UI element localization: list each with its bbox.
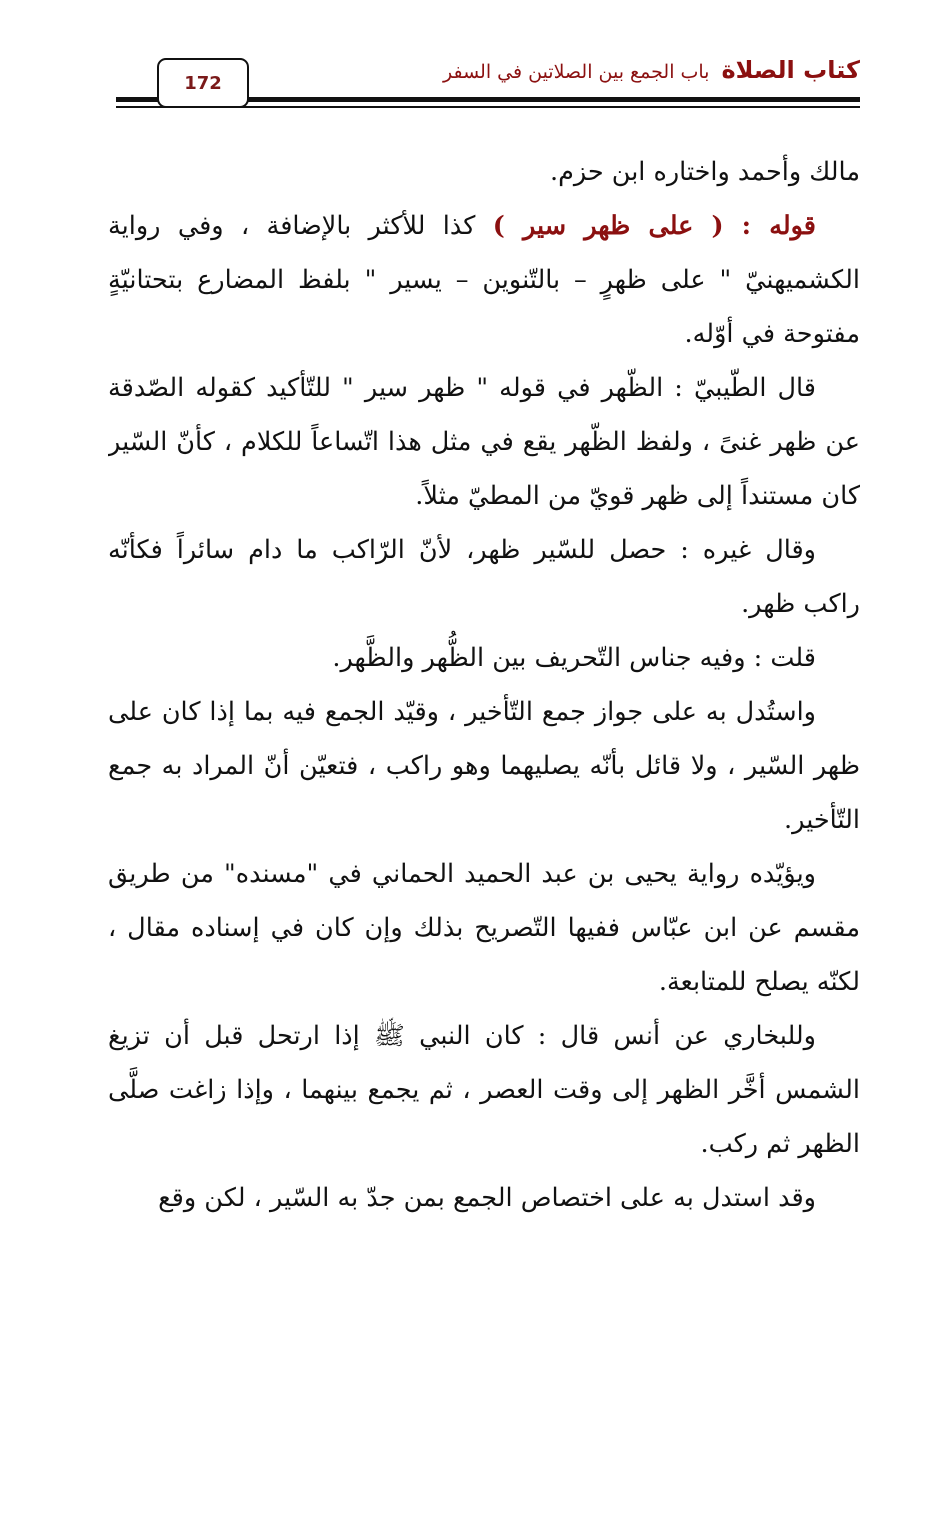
quoted-lemma: قوله : ( على ظهر سير ) <box>492 211 817 241</box>
paragraph <box>108 1009 860 1171</box>
paragraph-text: وقال غيره : حصل للسّير ظهر، لأنّ الرّاكب ما دام سائراً فكأنّه راكب ظهر. <box>108 535 860 619</box>
paragraph <box>108 685 860 847</box>
paragraph <box>108 523 860 631</box>
paragraph-text: كذا للأكثر بالإضافة ، وفي رواية الكشميهنيّ " على ظهرٍ – بالتّنوين – يسير " بلفظ المضارع بتحتانيّةٍ مفتوحة في أوّله. <box>108 211 860 349</box>
paragraph-text: قال الطّيبيّ : الظّهر في قوله " ظهر سير " للتّأكيد كقوله الصّدقة عن ظهر غنىً ، ولفظ الظّهر يقع في مثل هذا اتّساعاً للكلام ، كأنّ السّير كان مستنداً إلى ظهر قويّ من المطيّ مثلاً. <box>108 373 860 511</box>
paragraph <box>108 199 860 361</box>
paragraph-text: وقد استدل به على اختصاص الجمع بمن جدّ به السّير ، لكن وقع <box>158 1183 816 1213</box>
paragraph <box>108 1171 860 1225</box>
paragraph-text: وللبخاري عن أنس قال : كان النبي ﷺ إذا ارتحل قبل أن تزيغ الشمس أخَّر الظهر إلى وقت العصر ، ثم يجمع بينهما ، وإذا زاغت صلَّى الظهر ثم ركب. <box>108 1021 860 1159</box>
paragraph-text: قلت : وفيه جناس التّحريف بين الظُّهر والظَّهر. <box>332 643 816 673</box>
paragraph-text: مالك وأحمد واختاره ابن حزم. <box>549 157 860 187</box>
paragraph <box>108 145 860 199</box>
page-number: 172 <box>184 72 222 94</box>
paragraph-text: واستُدل به على جواز جمع التّأخير ، وقيّد الجمع فيه بما إذا كان على ظهر السّير ، ولا قائل بأنّه يصليهما وهو راكب ، فتعيّن أنّ المراد به جمع التّأخير. <box>108 697 860 835</box>
page-header <box>116 50 860 112</box>
page-number-box <box>157 58 249 108</box>
body-text <box>108 145 860 1485</box>
paragraph <box>108 631 860 685</box>
paragraph <box>108 847 860 1009</box>
paragraph-text: ويؤيّده رواية يحيى بن عبد الحميد الحماني في "مسنده" من طريق مقسم عن ابن عبّاس ففيها التّصريح بذلك وإن كان في إسناده مقال ، لكنّه يصلح للمتابعة. <box>108 859 860 997</box>
chapter-title: باب الجمع بين الصلاتين في السفر <box>443 61 710 83</box>
paragraph <box>108 361 860 523</box>
book-title: كتاب الصلاة <box>721 56 860 84</box>
running-title <box>443 56 860 84</box>
